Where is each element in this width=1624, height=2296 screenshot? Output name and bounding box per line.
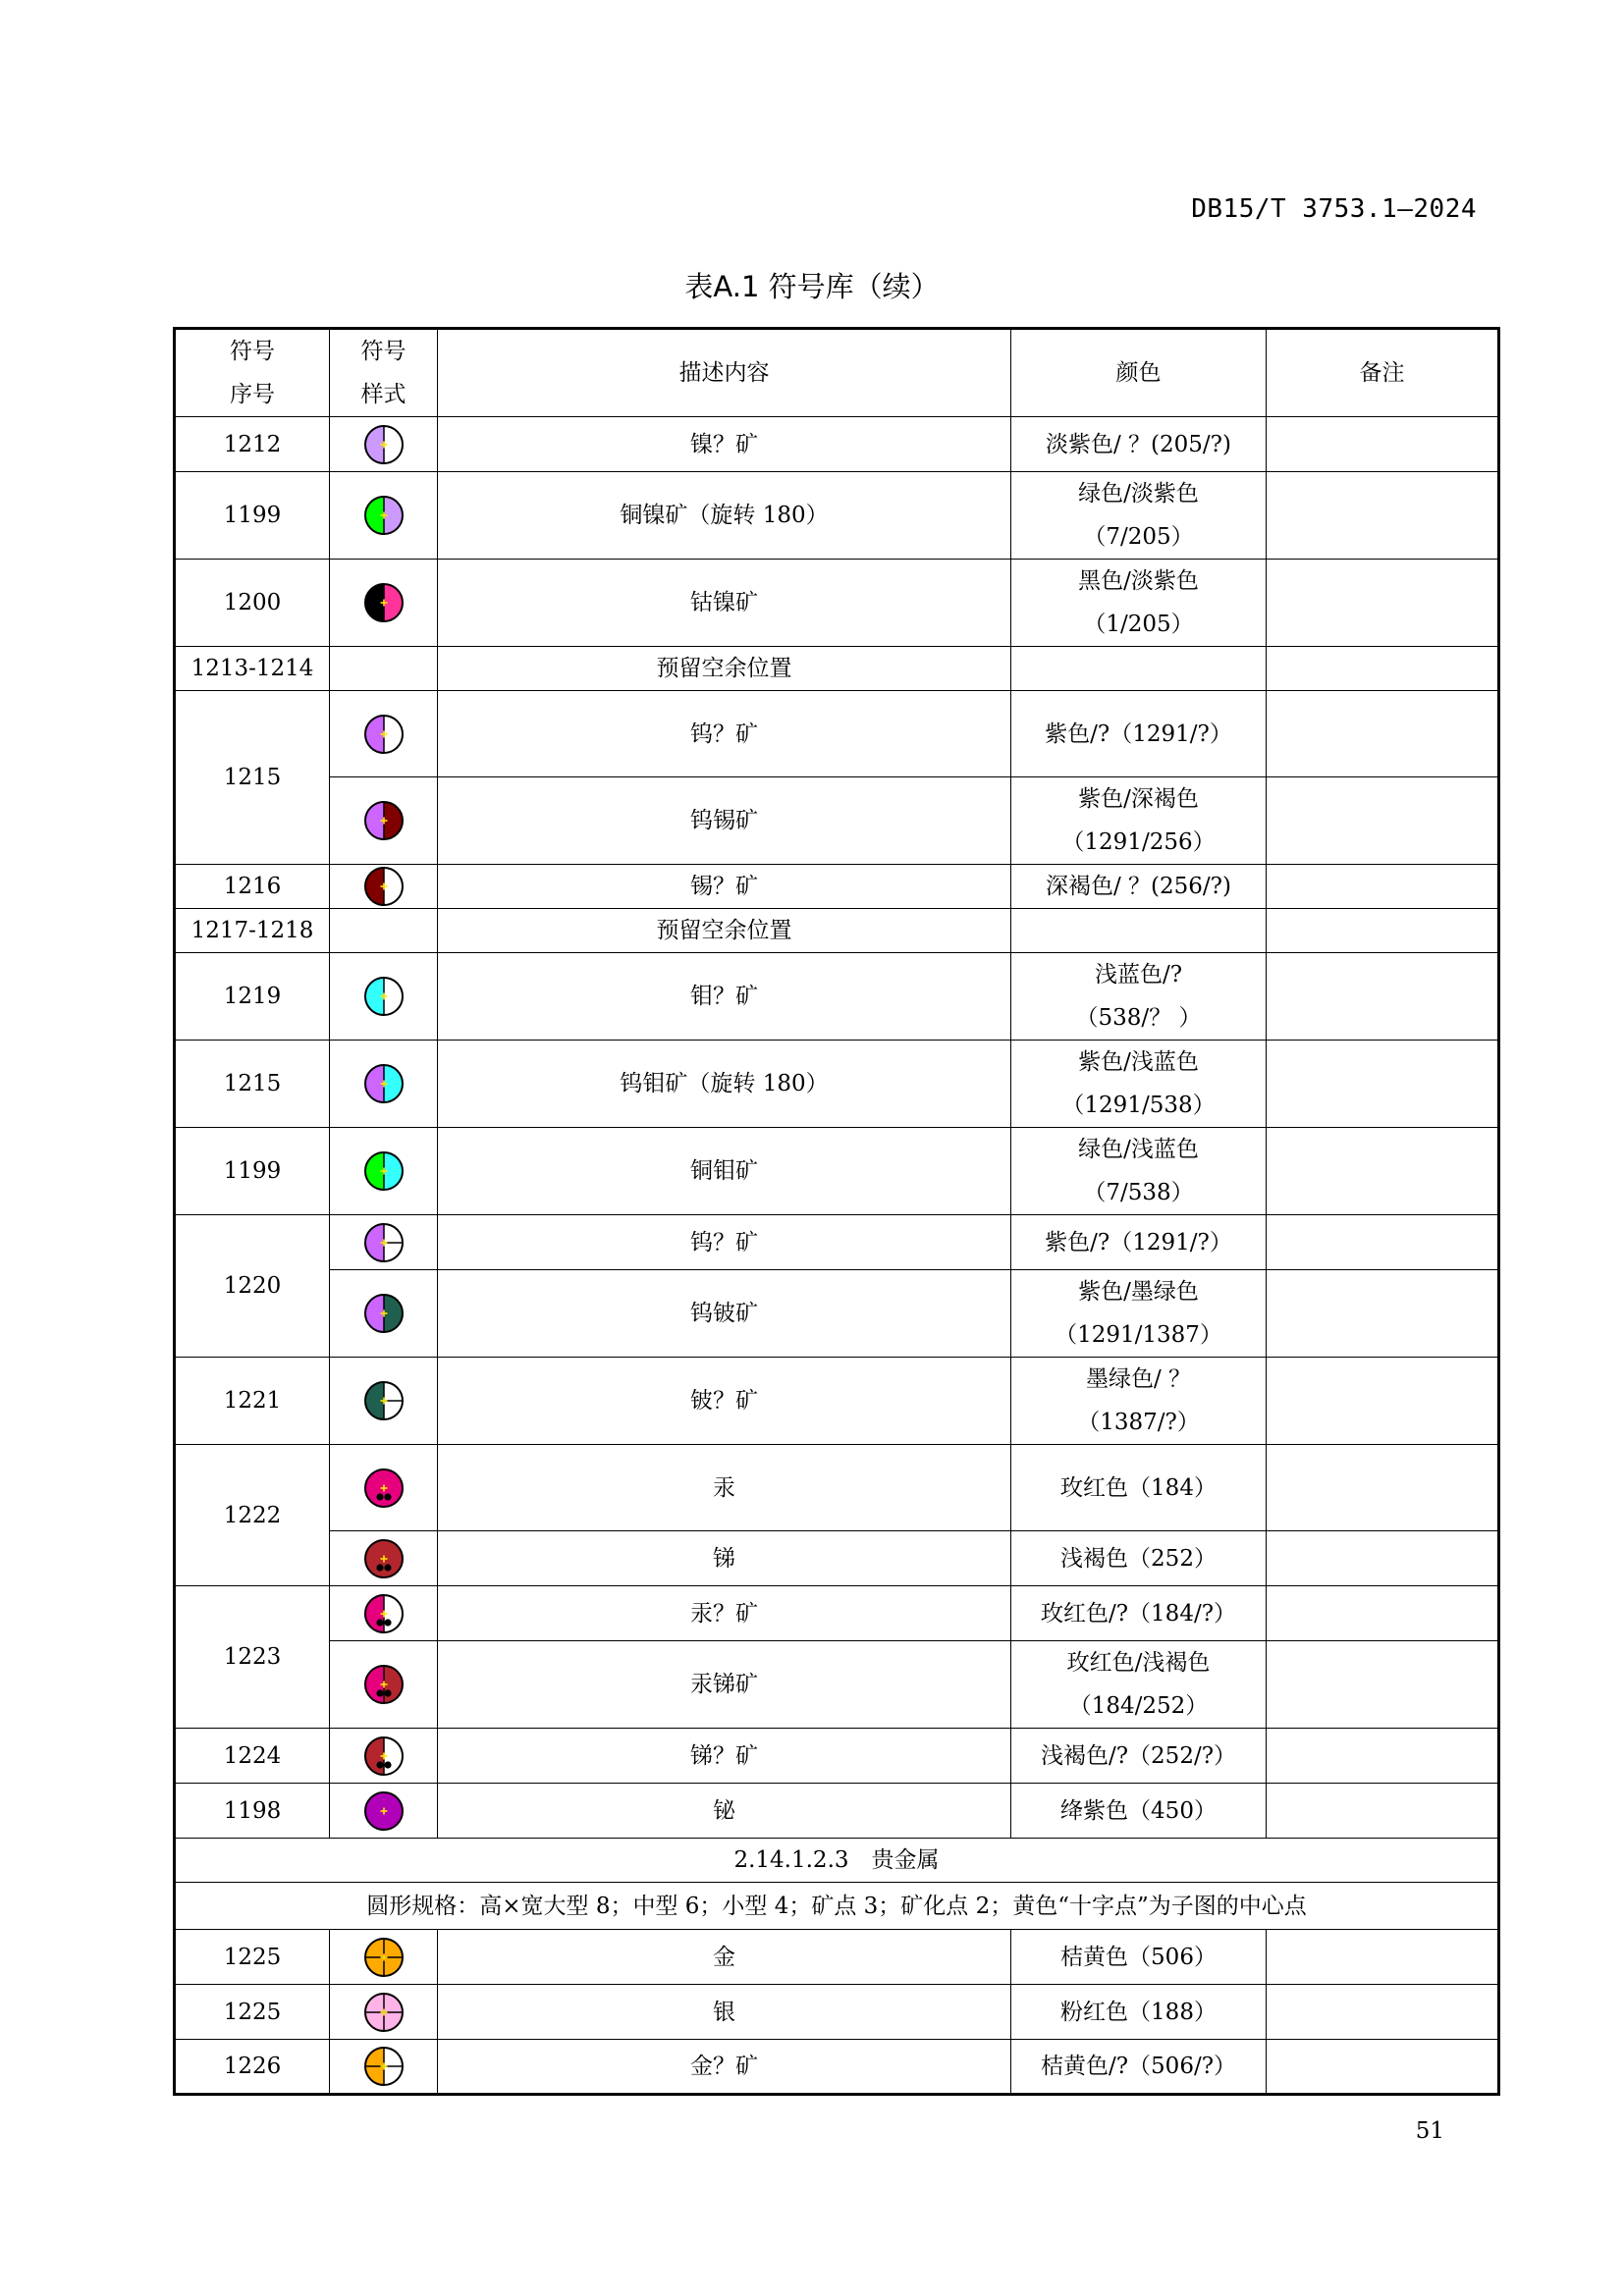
table-row [175, 1128, 1499, 1215]
symbol-table [173, 327, 1500, 2096]
table-row [175, 1445, 1499, 1531]
header-style-line2: 样式 [360, 382, 406, 407]
row-symbol-cell [330, 1641, 438, 1729]
color-line: 绿色/浅蓝色 [1078, 1137, 1199, 1162]
row-symbol-cell [330, 1930, 438, 1985]
row-note-cell [1267, 1215, 1499, 1270]
mineral-symbol-icon [362, 423, 406, 466]
row-note-cell [1267, 1270, 1499, 1358]
row-color-cell [1011, 2040, 1267, 2095]
row-symbol-cell [330, 1270, 438, 1358]
mineral-symbol-icon [362, 1789, 406, 1833]
color-line: 紫色/浅蓝色 [1078, 1049, 1199, 1075]
mineral-symbol-icon [362, 799, 406, 842]
row-description-cell: 预留空余位置 [438, 909, 1011, 953]
row-symbol-cell [330, 560, 438, 647]
table-row [175, 777, 1499, 865]
row-note-cell [1267, 1586, 1499, 1641]
row-note-cell [1267, 647, 1499, 691]
row-symbol-cell [330, 1358, 438, 1445]
color-line: 绛紫色（450） [1060, 1797, 1217, 1824]
row-note-cell [1267, 2040, 1499, 2095]
row-description-cell: 金 [438, 1930, 1011, 1985]
row-note-cell [1267, 777, 1499, 865]
header-style [330, 329, 438, 417]
row-note-cell [1267, 1641, 1499, 1729]
row-description-cell: 钼？矿 [438, 953, 1011, 1041]
row-symbol-cell [330, 1784, 438, 1839]
table-row [175, 1215, 1499, 1270]
color-line: （1/205） [1083, 612, 1194, 637]
row-number-cell: 1222 [175, 1445, 330, 1586]
row-number-cell: 1213-1214 [175, 647, 330, 691]
row-symbol-cell [330, 865, 438, 909]
row-color-cell [1011, 1641, 1267, 1729]
row-description-cell: 铜镍矿（旋转 180） [438, 472, 1011, 560]
row-note-cell [1267, 472, 1499, 560]
row-color-cell [1011, 909, 1267, 953]
color-line: 粉红色（188） [1060, 1999, 1217, 2025]
section-heading-cell: 2.14.1.2.3 贵金属 [175, 1839, 1499, 1883]
header-desc: 描述内容 [438, 329, 1011, 417]
mineral-symbol-icon [362, 1292, 406, 1335]
row-note-cell [1267, 1784, 1499, 1839]
color-line: （7/538） [1083, 1180, 1194, 1205]
row-description-cell: 铍？矿 [438, 1358, 1011, 1445]
row-note-cell [1267, 560, 1499, 647]
mineral-symbol-icon [362, 1991, 406, 2034]
table-row [175, 1531, 1499, 1586]
row-color-cell [1011, 1531, 1267, 1586]
row-color-cell [1011, 865, 1267, 909]
table-row [175, 472, 1499, 560]
document-code: DB15/T 3753.1—2024 [1191, 194, 1477, 224]
row-description-cell: 钨锡矿 [438, 777, 1011, 865]
color-line: 紫色/?（1291/?） [1045, 1229, 1232, 1255]
mineral-symbol-icon [362, 1149, 406, 1193]
color-line: （538/？ ） [1075, 1005, 1202, 1031]
row-symbol-cell [330, 1985, 438, 2040]
color-line: 玫红色/?（184/?） [1040, 1600, 1237, 1627]
color-line: 桔黄色/?（506/?） [1040, 2054, 1237, 2079]
mineral-symbol-icon [362, 1735, 406, 1778]
color-line: （184/252） [1068, 1693, 1209, 1719]
row-note-cell [1267, 1985, 1499, 2040]
color-line: 紫色/墨绿色 [1078, 1279, 1199, 1305]
row-number-cell: 1223 [175, 1586, 330, 1729]
table-row [175, 647, 1499, 691]
row-note-cell [1267, 691, 1499, 777]
table-row [175, 1729, 1499, 1784]
table-body [175, 417, 1499, 2095]
row-description-cell: 钨？矿 [438, 1215, 1011, 1270]
mineral-symbol-icon [362, 1592, 406, 1635]
header-style-line1: 符号 [360, 339, 406, 364]
row-number-cell: 1200 [175, 560, 330, 647]
section-spec-cell: 圆形规格：高×宽大型 8；中型 6；小型 4；矿点 3；矿化点 2；黄色“十字点”为子图的中心点 [175, 1883, 1499, 1930]
mineral-symbol-icon [362, 865, 406, 908]
row-color-cell [1011, 1586, 1267, 1641]
mineral-symbol-icon [362, 1379, 406, 1422]
color-line: （1387/?） [1077, 1410, 1200, 1435]
row-color-cell [1011, 1041, 1267, 1128]
row-number-cell: 1198 [175, 1784, 330, 1839]
row-number-cell: 1199 [175, 1128, 330, 1215]
mineral-symbol-icon [362, 1062, 406, 1105]
row-description-cell: 银 [438, 1985, 1011, 2040]
table-row [175, 1985, 1499, 2040]
table-row [175, 1270, 1499, 1358]
row-description-cell: 锑 [438, 1531, 1011, 1586]
mineral-symbol-icon [362, 975, 406, 1018]
row-description-cell: 铜钼矿 [438, 1128, 1011, 1215]
row-symbol-cell [330, 1445, 438, 1531]
row-symbol-cell [330, 647, 438, 691]
table-row [175, 1641, 1499, 1729]
row-color-cell [1011, 1215, 1267, 1270]
row-description-cell: 锡？矿 [438, 865, 1011, 909]
row-symbol-cell [330, 909, 438, 953]
row-number-cell: 1225 [175, 1985, 330, 2040]
table-title: 表A.1 符号库（续） [684, 270, 940, 303]
page-number: 51 [1415, 2118, 1444, 2144]
table-row [175, 560, 1499, 647]
row-number-cell: 1215 [175, 691, 330, 865]
row-number-cell: 1217-1218 [175, 909, 330, 953]
mineral-symbol-icon [362, 1936, 406, 1979]
row-description-cell: 锑？矿 [438, 1729, 1011, 1784]
row-color-cell [1011, 691, 1267, 777]
row-description-cell: 钨钼矿（旋转 180） [438, 1041, 1011, 1128]
row-description-cell: 镍？矿 [438, 417, 1011, 472]
color-line: （1291/538） [1061, 1093, 1216, 1118]
color-line: 紫色/深褐色 [1078, 786, 1199, 812]
row-color-cell [1011, 1270, 1267, 1358]
row-description-cell: 汞锑矿 [438, 1641, 1011, 1729]
table-row [175, 909, 1499, 953]
table-row [175, 417, 1499, 472]
color-line: 玫红色（184） [1060, 1474, 1217, 1501]
table-row [175, 2040, 1499, 2095]
row-description-cell: 钴镍矿 [438, 560, 1011, 647]
row-symbol-cell [330, 417, 438, 472]
row-color-cell [1011, 472, 1267, 560]
row-number-cell: 1212 [175, 417, 330, 472]
color-line: 紫色/?（1291/?） [1045, 721, 1232, 747]
color-line: （7/205） [1083, 524, 1194, 550]
section-spec-row [175, 1883, 1499, 1930]
color-line: 浅褐色（252） [1060, 1545, 1217, 1572]
row-color-cell [1011, 1358, 1267, 1445]
row-number-cell: 1219 [175, 953, 330, 1041]
table-header-row [175, 329, 1499, 417]
row-note-cell [1267, 1729, 1499, 1784]
color-line: （1291/256） [1061, 829, 1216, 855]
table-row [175, 1586, 1499, 1641]
row-number-cell: 1226 [175, 2040, 330, 2095]
mineral-symbol-icon [362, 494, 406, 537]
color-line: 墨绿色/ ？ [1085, 1366, 1192, 1392]
row-number-cell: 1221 [175, 1358, 330, 1445]
mineral-symbol-icon [362, 2045, 406, 2088]
row-symbol-cell [330, 2040, 438, 2095]
table-row [175, 1930, 1499, 1985]
color-line: 浅褐色/?（252/?） [1040, 1742, 1237, 1769]
row-color-cell [1011, 1784, 1267, 1839]
row-note-cell [1267, 909, 1499, 953]
row-symbol-cell [330, 472, 438, 560]
color-line: 黑色/淡紫色 [1078, 568, 1199, 594]
mineral-symbol-icon [362, 1467, 406, 1510]
row-description-cell: 金？矿 [438, 2040, 1011, 2095]
header-note: 备注 [1267, 329, 1499, 417]
row-color-cell [1011, 647, 1267, 691]
row-color-cell [1011, 417, 1267, 472]
row-note-cell [1267, 417, 1499, 472]
row-color-cell [1011, 777, 1267, 865]
row-description-cell: 铋 [438, 1784, 1011, 1839]
row-symbol-cell [330, 1531, 438, 1586]
row-color-cell [1011, 560, 1267, 647]
header-num-line1: 符号 [230, 339, 275, 364]
color-line: 桔黄色（506） [1060, 1944, 1217, 1970]
row-number-cell: 1220 [175, 1215, 330, 1358]
row-number-cell: 1224 [175, 1729, 330, 1784]
mineral-symbol-icon [362, 1221, 406, 1264]
row-note-cell [1267, 1445, 1499, 1531]
row-symbol-cell [330, 1128, 438, 1215]
row-symbol-cell [330, 777, 438, 865]
mineral-symbol-icon [362, 713, 406, 756]
row-description-cell: 钨铍矿 [438, 1270, 1011, 1358]
row-note-cell [1267, 865, 1499, 909]
row-note-cell [1267, 1041, 1499, 1128]
row-description-cell: 汞 [438, 1445, 1011, 1531]
row-note-cell [1267, 1128, 1499, 1215]
row-color-cell [1011, 1729, 1267, 1784]
row-number-cell: 1199 [175, 472, 330, 560]
row-number-cell: 1216 [175, 865, 330, 909]
color-line: 浅蓝色/? [1094, 962, 1183, 988]
row-note-cell [1267, 1358, 1499, 1445]
table-row [175, 953, 1499, 1041]
table-row [175, 1784, 1499, 1839]
mineral-symbol-icon [362, 581, 406, 624]
row-symbol-cell [330, 691, 438, 777]
row-symbol-cell [330, 1041, 438, 1128]
color-line: 玫红色/浅褐色 [1066, 1650, 1211, 1676]
color-line: 绿色/淡紫色 [1078, 481, 1199, 507]
header-num [175, 329, 330, 417]
table-row [175, 1041, 1499, 1128]
row-symbol-cell [330, 953, 438, 1041]
row-note-cell [1267, 953, 1499, 1041]
header-color: 颜色 [1011, 329, 1267, 417]
row-color-cell [1011, 1445, 1267, 1531]
header-num-line2: 序号 [230, 382, 275, 407]
row-symbol-cell [330, 1729, 438, 1784]
row-note-cell [1267, 1531, 1499, 1586]
row-symbol-cell [330, 1215, 438, 1270]
table-row [175, 691, 1499, 777]
row-description-cell: 预留空余位置 [438, 647, 1011, 691]
row-note-cell [1267, 1930, 1499, 1985]
row-number-cell: 1225 [175, 1930, 330, 1985]
row-color-cell [1011, 1985, 1267, 2040]
row-color-cell [1011, 953, 1267, 1041]
mineral-symbol-icon [362, 1663, 406, 1706]
mineral-symbol-icon [362, 1537, 406, 1580]
row-number-cell: 1215 [175, 1041, 330, 1128]
color-line: 深褐色/ ？(256/?) [1046, 874, 1231, 899]
row-description-cell: 钨？矿 [438, 691, 1011, 777]
table-row [175, 1358, 1499, 1445]
row-description-cell: 汞？矿 [438, 1586, 1011, 1641]
section-heading-row [175, 1839, 1499, 1883]
row-symbol-cell [330, 1586, 438, 1641]
row-color-cell [1011, 1128, 1267, 1215]
row-color-cell [1011, 1930, 1267, 1985]
color-line: （1291/1387） [1055, 1322, 1222, 1348]
color-line: 淡紫色/ ？(205/?) [1046, 431, 1231, 457]
table-row [175, 865, 1499, 909]
